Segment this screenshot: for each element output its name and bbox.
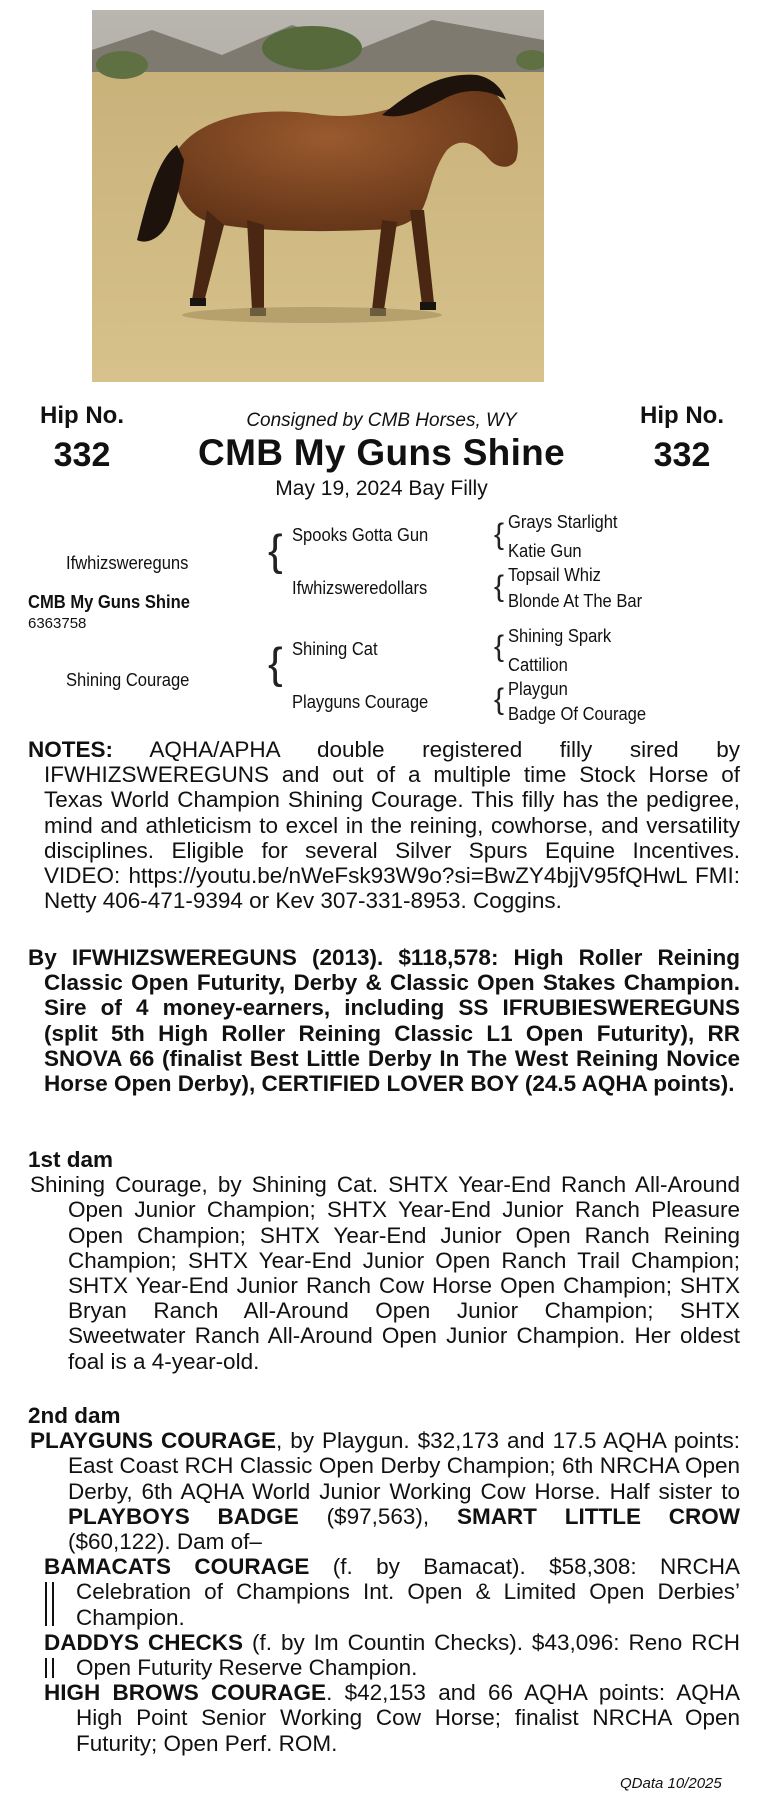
produce-record: [28, 1630, 740, 1680]
half-sibling-1-earnings: ($97,563),: [298, 1503, 457, 1529]
second-dam-name: PLAYGUNS COURAGE: [30, 1428, 276, 1454]
hip-label-right: Hip No.: [640, 402, 724, 429]
produce-text: (f. by Bamacat). $58,308: NRCHA Celebration of Champions Int. Open & Limited Open Derbies’ Champion.: [76, 1554, 741, 1630]
horse-photo-art: [92, 10, 544, 382]
qdata-footer: QData 10/2025: [620, 1775, 722, 1792]
sire-section: [28, 945, 740, 1096]
brace: {: [494, 683, 505, 716]
pedigree-sd-sire: Topsail Whiz: [508, 565, 601, 585]
produce-name: DADDYS CHECKS: [44, 1629, 243, 1655]
brace: {: [494, 570, 505, 603]
first-dam-section: [28, 1147, 740, 1374]
pedigree-dam: Shining Courage: [66, 670, 190, 690]
brace: {: [268, 526, 283, 575]
produce-text: (f. by Im Countin Checks). $43,096: Reno RCH Open Futurity Reserve Champion.: [76, 1629, 740, 1681]
second-dam-heading: 2nd dam: [28, 1403, 121, 1428]
first-dam-body: Shining Courage, by Shining Cat. SHTX Year-End Ranch All-Around Open Junior Champion; SHTX Year-End Junior Ranch Pleasure Open Champion; SHTX Year-End Junior Open Ranch Reining Champion; SHTX Year-End Junior Open Ranch Trail Champion; SHTX Year-End Junior Ranch Cow Horse Open Champion; SHTX Bryan Ranch All-Around Open Junior Champion; SHTX Sweetwater Ranch All-Around Open Junior Champion. Her oldest foal is a 4-year-old.: [30, 1172, 740, 1374]
consignor: Consigned by CMB Horses, WY: [246, 410, 517, 431]
pedigree-ss-dam: Katie Gun: [508, 541, 582, 561]
foaling-info: May 19, 2024 Bay Filly: [275, 477, 488, 500]
foal-bar: [45, 1582, 54, 1626]
produce-record: [28, 1680, 740, 1756]
second-dam-text: , by Playgun. $32,173 and 17.5 AQHA points: East Coast RCH Classic Open Derby Champion; 6th NRCHA Open Derby, 6th AQHA World Junior Working Cow Horse. Half sister to: [68, 1428, 740, 1504]
brace: {: [494, 518, 505, 551]
pedigree-sire-dam: Ifwhizsweredollars: [292, 578, 428, 598]
pedigree-ds-sire: Shining Spark: [508, 626, 612, 646]
pedigree-reg: 6363758: [28, 615, 87, 632]
pedigree-ds-dam: Cattilion: [508, 655, 568, 675]
brace: {: [268, 639, 283, 688]
second-dam-section: [28, 1403, 740, 1756]
foal-bar: [45, 1658, 54, 1678]
notes-section: [28, 737, 740, 913]
hip-number-left: 332: [53, 436, 111, 474]
notes-label: NOTES:: [28, 737, 114, 762]
pedigree-dam-dam: Playguns Courage: [292, 692, 429, 712]
hip-number-right: 332: [653, 436, 711, 474]
sire-paragraph: By IFWHIZSWEREGUNS (2013). $118,578: High Roller Reining Classic Open Futurity, Derby & Classic Open Stakes Champion. Sire of 4 money-earners, including SS IFRUBIESWEREGUNS (split 5th High Roller Reining Classic L1 Open Futurity), RR SNOVA 66 (finalist Best Little Derby In The West Reining Novice Horse Open Derby), CERTIFIED LOVER BOY (24.5 AQHA points).: [28, 945, 740, 1097]
first-dam-heading: 1st dam: [28, 1147, 114, 1172]
produce-name: HIGH BROWS COURAGE: [44, 1680, 327, 1706]
pedigree-sire: Ifwhizswereguns: [66, 553, 189, 573]
pedigree-dd-sire: Playgun: [508, 679, 568, 699]
horse-name: CMB My Guns Shine: [198, 432, 565, 473]
pedigree-dd-dam: Badge Of Courage: [508, 704, 647, 724]
produce-name: BAMACATS COURAGE: [44, 1554, 310, 1580]
produce-record: [28, 1554, 740, 1630]
pedigree-sire-sire: Spooks Gotta Gun: [292, 525, 429, 545]
notes-body: AQHA/APHA double registered filly sired by IFWHIZSWEREGUNS and out of a multiple time Stock Horse of Texas World Champion Shining Courage. This filly has the pedigree, mind and athleticism to excel in the reining, cowhorse, and versatility disciplines. Eligible for several Silver Spurs Equine Incentives. VIDEO: https://youtu.be/nWeFsk93W9o?si=BwZY4bjjV95fQHwL FMI: Netty 406-471-9394 or Kev 307-331-8953. Coggins.: [44, 737, 741, 914]
pedigree-ss-sire: Grays Starlight: [508, 512, 618, 532]
pedigree-dam-sire: Shining Cat: [292, 639, 378, 659]
pedigree-horse: CMB My Guns Shine: [28, 592, 190, 612]
brace: {: [494, 630, 505, 663]
pedigree-sd-dam: Blonde At The Bar: [508, 591, 643, 611]
second-dam-body: [28, 1428, 740, 1554]
horse-photo: [92, 10, 544, 382]
produce-text: . $42,153 and 66 AQHA points: AQHA High Point Senior Working Cow Horse; finalist NRCHA Open Futurity; Open Perf. ROM.: [76, 1680, 740, 1756]
hip-label-left: Hip No.: [40, 402, 124, 429]
half-sibling-2-earnings: ($60,122). Dam of–: [68, 1529, 262, 1555]
half-sibling-1: PLAYBOYS BADGE: [68, 1503, 299, 1529]
half-sibling-2: SMART LITTLE CROW: [456, 1503, 740, 1529]
